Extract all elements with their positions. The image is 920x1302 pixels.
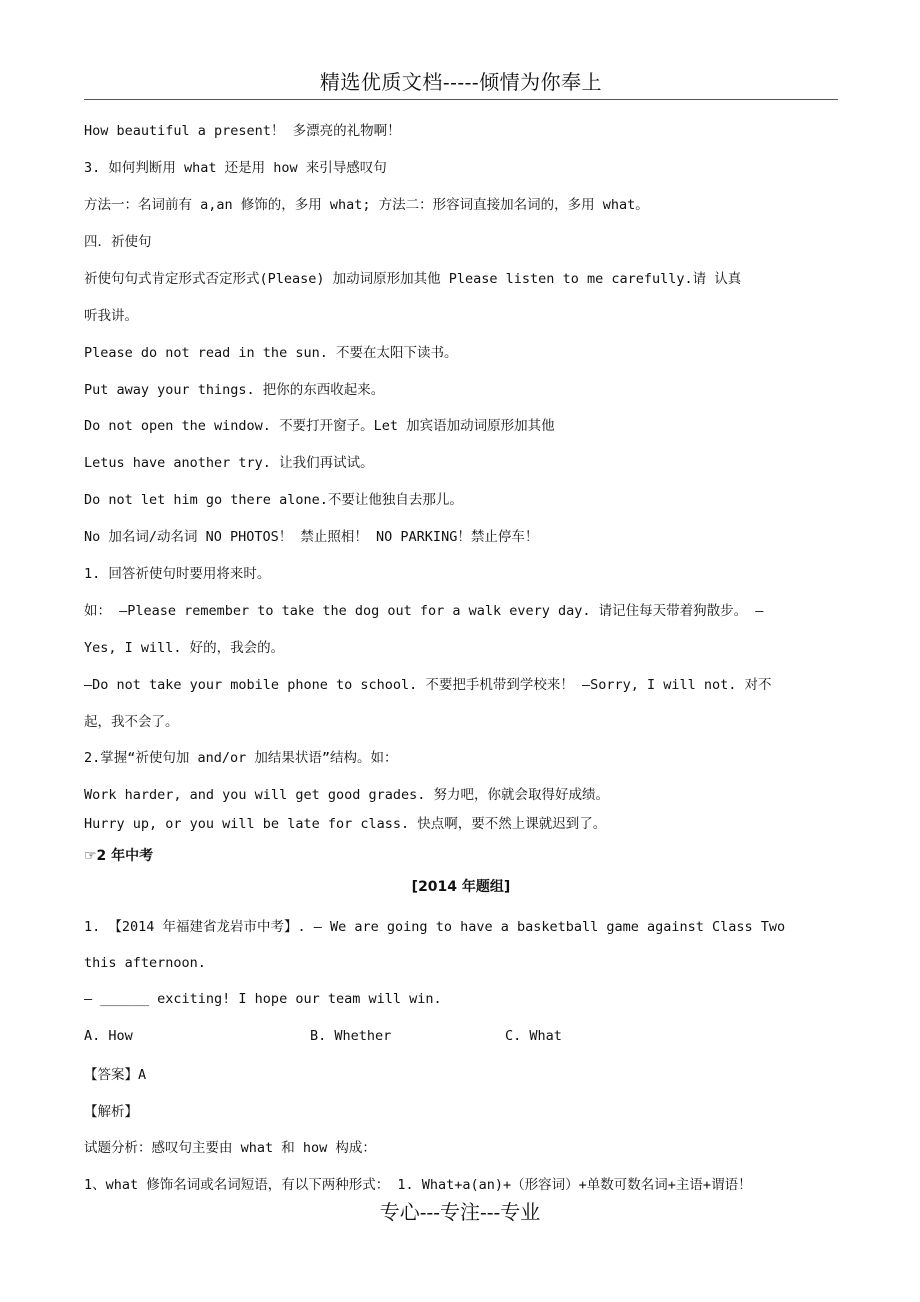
text-line: Letus have another try. 让我们再试试。 (84, 455, 374, 471)
answer-line: 【答案】A (84, 1067, 147, 1083)
analysis-text: 试题分析：感叹句主要由 what 和 how 构成： (84, 1140, 376, 1156)
text-line: Put away your things. 把你的东西收起来。 (84, 382, 385, 398)
option-c: C. What (505, 1028, 562, 1044)
analysis-text: 1、what 修饰名词或名词短语，有以下两种形式： 1. What+a(an)+（形容词）+单数可数名词+主语+谓语！ (84, 1177, 752, 1193)
question-stem: 1. 【2014 年福建省龙岩市中考】. — We are going to have a basketball game against Class Two (84, 919, 786, 935)
group-title: [2014 年题组] (411, 879, 511, 895)
page-header: 精选优质文档-----倾情为你奉上 (84, 66, 838, 100)
section-heading: 四．祈使句 (84, 234, 152, 250)
text-line: 方法一：名词前有 a,an 修饰的，多用 what; 方法二：形容词直接加名词的，多用 what。 (84, 197, 649, 213)
text-line: 听我讲。 (84, 308, 138, 324)
text-line: How beautiful a present！ 多漂亮的礼物啊！ (84, 123, 401, 139)
page-footer: 专心---专注---专业 (379, 1200, 541, 1224)
text-line: Work harder, and you will get good grades. 努力吧，你就会取得好成绩。 (84, 787, 609, 803)
question-stem: this afternoon. (84, 955, 206, 971)
option-b: B. Whether (310, 1028, 392, 1044)
section-title: ☞2 年中考 (84, 848, 154, 864)
analysis-label: 【解析】 (84, 1104, 138, 1120)
text-line: No 加名词/动名词 NO PHOTOS！ 禁止照相！ NO PARKING！禁止停车！ (84, 529, 539, 545)
text-line: Please do not read in the sun. 不要在太阳下读书。 (84, 345, 458, 361)
text-line: 起，我不会了。 (84, 714, 179, 730)
text-line: Yes, I will. 好的，我会的。 (84, 640, 285, 656)
text-line: Hurry up, or you will be late for class. 快点啊，要不然上课就迟到了。 (84, 816, 607, 832)
text-line: 1. 回答祈使句时要用将来时。 (84, 566, 271, 582)
text-line: 3. 如何判断用 what 还是用 how 来引导感叹句 (84, 160, 387, 176)
option-a: A. How (84, 1028, 133, 1044)
text-line: 2.掌握“祈使句加 and/or 加结果状语”结构。如： (84, 750, 398, 766)
text-line: Do not open the window. 不要打开窗子。Let 加宾语加动词原形加其他 (84, 418, 555, 434)
text-line: Do not let him go there alone.不要让他独自去那儿。 (84, 492, 463, 508)
text-line: 如： —Please remember to take the dog out for a walk every day. 请记住每天带着狗散步。 — (84, 603, 764, 619)
question-stem: — ______ exciting! I hope our team will win. (84, 991, 442, 1007)
text-line: 祈使句句式肯定形式否定形式(Please) 加动词原形加其他 Please listen to me carefully.请 认真 (84, 271, 742, 287)
text-line: —Do not take your mobile phone to school. 不要把手机带到学校来！ —Sorry, I will not. 对不 (84, 677, 772, 693)
